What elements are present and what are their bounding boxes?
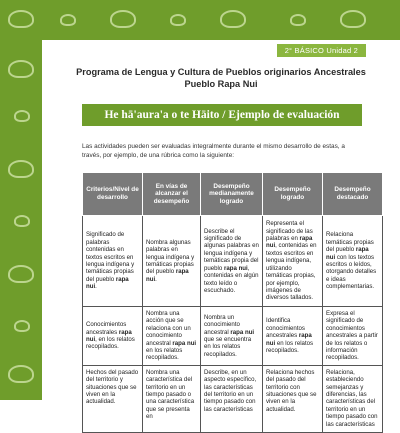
- program-title: [42, 66, 400, 90]
- rubric-table: [82, 172, 383, 433]
- motif-icon: [110, 10, 136, 28]
- motif-icon: [14, 215, 30, 227]
- motif-icon: [170, 14, 186, 26]
- rubric-criterion-cell: Hechos del pasado del territorio y situaciones que se viven en la actualidad.: [83, 365, 143, 432]
- rubric-header-cell: Desempeño logrado: [263, 173, 323, 216]
- motif-icon: [340, 10, 366, 28]
- rubric-header-cell: Desempeño medianamente logrado: [201, 173, 263, 216]
- motif-icon: [8, 365, 34, 383]
- rubric-cell: Relaciona hechos del pasado del territorio con situaciones que se viven en la actualidad.: [263, 365, 323, 432]
- rubric-header-cell: Desempeño destacado: [323, 173, 383, 216]
- level-badge: 2° BÁSICO Unidad 2: [277, 44, 366, 57]
- intro-line: través, por ejemplo, de una rúbrica como la siguiente:: [82, 152, 235, 160]
- motif-icon: [220, 10, 246, 28]
- rubric-cell: Describe, en un aspecto específico, las características del territorio en un tiempo pasado con las características: [201, 365, 263, 432]
- program-title-line: Pueblo Rapa Nui: [184, 79, 258, 89]
- section-title: He hā'aura'a o te Hāito / Ejemplo de evaluación: [82, 104, 362, 126]
- rubric-cell: Describe el significado de algunas palabras en lengua indígena y temáticas propia del pueblo rapa nui, contenidas en algún texto leído o escuchado.: [201, 216, 263, 307]
- table-row: [83, 307, 383, 366]
- rubric-header-cell: En vías de alcanzar el desempeño: [143, 173, 201, 216]
- rubric-cell: Relaciona temáticas propias del pueblo rapa nui con los textos escritos o leídos, otorgando detalles e ideas complementarias.: [323, 216, 383, 307]
- rubric-cell: Relaciona, estableciendo semejanzas y diferencias, las características del territorio en un tiempo pasado con las características: [323, 365, 383, 432]
- rubric-criterion-cell: Significado de palabras contenidas en textos escritos en lengua indígena y temáticas propias del pueblo rapa nui.: [83, 216, 143, 307]
- rubric-header-cell: Criterios/Nivel de desarrollo: [83, 173, 143, 216]
- motif-icon: [8, 265, 34, 283]
- rubric-header-row: [83, 173, 383, 216]
- table-row: [83, 365, 383, 432]
- intro-text: [82, 142, 382, 161]
- rubric-cell: Nombra algunas palabras en lengua indígena y temáticas propias del pueblo rapa nui.: [143, 216, 201, 307]
- rubric-cell: Nombra un conocimiento ancestral rapa nui que se encuentra en los relatos recopilados.: [201, 307, 263, 366]
- rubric-cell: Nombra una acción que se relaciona con un conocimiento ancestral rapa nui en los relatos recopilados.: [143, 307, 201, 366]
- motif-icon: [290, 14, 306, 26]
- table-row: [83, 216, 383, 307]
- motif-icon: [14, 320, 30, 332]
- motif-icon: [8, 160, 34, 178]
- motif-icon: [14, 110, 30, 122]
- motif-icon: [8, 60, 34, 78]
- motif-icon: [8, 10, 34, 28]
- rubric-cell: Identifica conocimientos ancestrales rapa nui en los relatos recopilados.: [263, 307, 323, 366]
- program-title-line: Programa de Lengua y Cultura de Pueblos originarios Ancestrales: [76, 67, 366, 77]
- motif-icon: [60, 14, 76, 26]
- rubric-cell: Nombra una característica del territorio en un tiempo pasado o una característica que se presenta en: [143, 365, 201, 432]
- intro-line: Las actividades pueden ser evaluadas integralmente durante el mismo desarrollo de estas, a: [82, 143, 345, 150]
- document-page: [42, 40, 400, 428]
- rubric-cell: Representa el significado de las palabras en rapa nui, contenidas en textos escritos en lengua indígena, utilizando temáticas propias, por ejemplo, imágenes de diversos tallados.: [263, 216, 323, 307]
- rubric-criterion-cell: Conocimientos ancestrales rapa nui, en los relatos recopilados.: [83, 307, 143, 366]
- rubric-cell: Expresa el significado de conocimientos ancestrales a partir de los relatos o información recopilados.: [323, 307, 383, 366]
